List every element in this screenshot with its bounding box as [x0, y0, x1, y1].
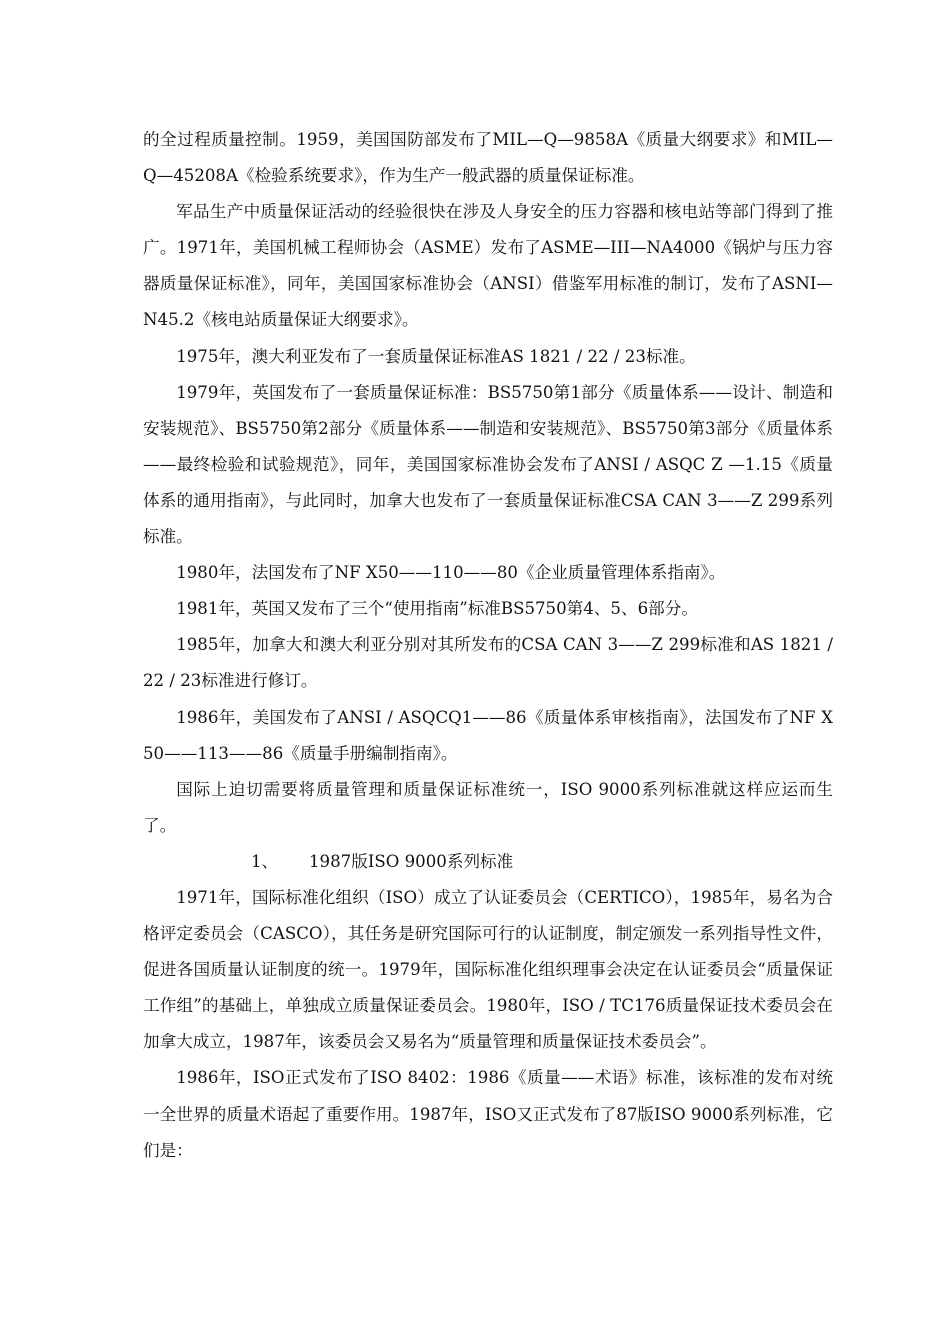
- paragraph-1986-usa-france: 1986年，美国发布了ANSI / ASQCQ1——86《质量体系审核指南》，法国发布了NF X50——113——86《质量手册编制指南》。: [143, 707, 833, 763]
- paragraph-1981-britain: 1981年，英国又发布了三个“使用指南”标准BS5750第4、5、6部分。: [176, 599, 698, 619]
- paragraph-military-standards: 军品生产中质量保证活动的经验很快在涉及人身安全的压力容器和核电站等部门得到了推广。1971年，美国机械工程师协会（ASME）发布了ASME—III—NA4000《锅炉与压力容器质量保证标准》，同年，美国国家标准协会（ANSI）借鉴军用标准的制订，发布了ASNI—N45.2《核电站质量保证大纲要求》。: [143, 202, 833, 330]
- paragraph-1985-revision: 1985年，加拿大和澳大利亚分别对其所发布的CSA CAN 3——Z 299标准和AS 1821 / 22 / 23标准进行修订。: [143, 635, 833, 691]
- paragraph-1975-australia: 1975年，澳大利亚发布了一套质量保证标准AS 1821 / 22 / 23标准。: [176, 346, 696, 366]
- document-body: [143, 122, 833, 1169]
- paragraph-continuation: 的全过程质量控制。1959，美国国防部发布了MIL—Q—9858A《质量大纲要求》和MIL—Q—45208A《检验系统要求》，作为生产一般武器的质量保证标准。: [143, 130, 833, 186]
- section-heading: [143, 844, 833, 880]
- paragraph-1986-iso-8402: 1986年，ISO正式发布了ISO 8402：1986《质量——术语》标准，该标准的发布对统一全世界的质量术语起了重要作用。1987年，ISO又正式发布了87版ISO 9000系列标准，它们是：: [143, 1068, 833, 1160]
- paragraph-1971-iso: 1971年，国际标准化组织（ISO）成立了认证委员会（CERTICO），1985年，易名为合格评定委员会（CASCO），其任务是研究国际可行的认证制度，制定颁发一系列指导性文件，促进各国质量认证制度的统一。1979年，国际标准化组织理事会决定在认证委员会“质量保证工作组”的基础上，单独成立质量保证委员会。1980年，ISO / TC176质量保证技术委员会在加拿大成立，1987年，该委员会又易名为“质量管理和质量保证技术委员会”。: [143, 887, 833, 1052]
- paragraph-iso-origin: 国际上迫切需要将质量管理和质量保证标准统一，ISO 9000系列标准就这样应运而生了。: [143, 779, 833, 835]
- section-title: 1987版ISO 9000系列标准: [309, 851, 514, 871]
- paragraph-1979-britain: 1979年，英国发布了一套质量保证标准：BS5750第1部分《质量体系——设计、制造和安装规范》、BS5750第2部分《质量体系——制造和安装规范》、BS5750第3部分《质量体系——最终检验和试验规范》，同年，美国国家标准协会发布了ANSI / ASQC Z —1.15《质量体系的通用指南》，与此同时，加拿大也发布了一套质量保证标准CSA CAN 3——Z 299系列标准。: [143, 382, 833, 547]
- paragraph-1980-france: 1980年，法国发布了NF X50——110——80《企业质量管理体系指南》。: [176, 563, 726, 583]
- section-number: 1、: [251, 851, 279, 871]
